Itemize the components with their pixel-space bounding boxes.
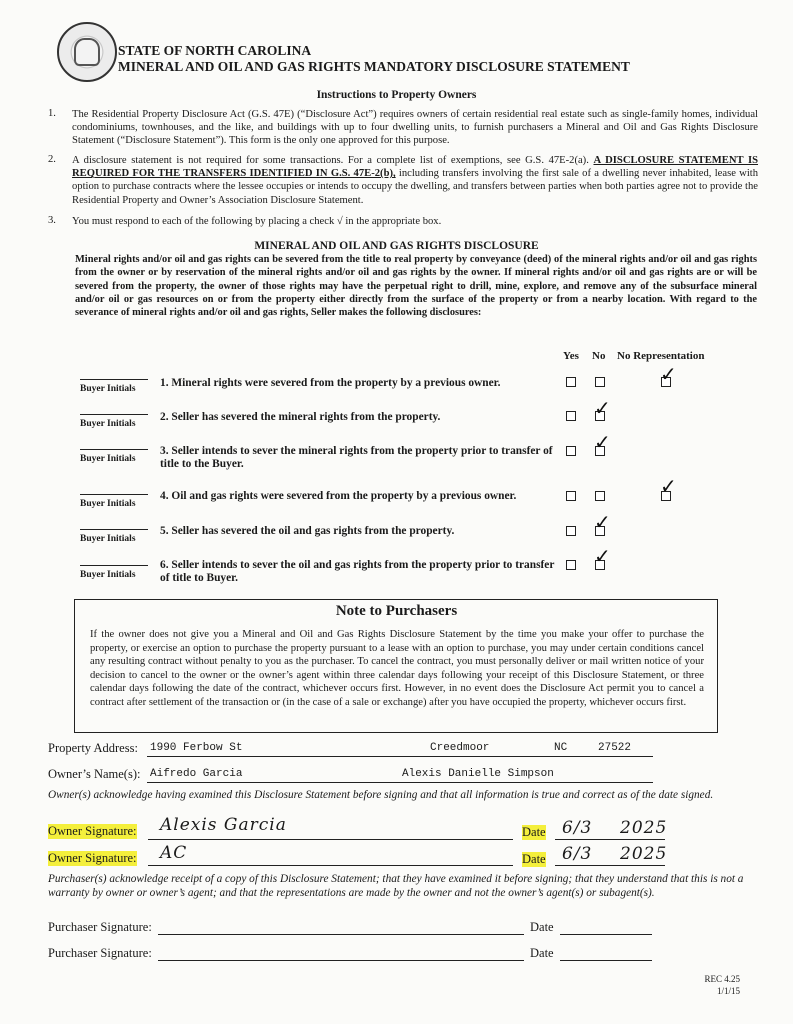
q4-yes-checkbox[interactable] (566, 491, 576, 501)
purchaser-signature-line[interactable] (158, 960, 524, 961)
purchaser-acknowledgment: Purchaser(s) acknowledge receipt of a copy of this Disclosure Statement; that they have examined it before signing; that they understand that this is not a warranty by owner or owner’s agent; and that the representations are made by the owner and not the owner’s agent(s) or subagent(s). (48, 873, 744, 899)
purchaser-signature-label: Purchaser Signature: (48, 920, 152, 934)
property-zip[interactable]: 27522 (598, 742, 632, 754)
instructions-title: Instructions to Property Owners (316, 89, 477, 101)
purchaser-date-label: Date (530, 946, 554, 960)
owner-date-label: Date (522, 852, 546, 866)
header-state: STATE OF NORTH CAROLINA (118, 43, 312, 58)
form-date: 1/1/15 (716, 986, 740, 996)
property-address-label: Property Address: (48, 741, 138, 755)
owner-name-1[interactable]: Aifredo Garcia (150, 768, 243, 780)
owner-date-line (555, 839, 665, 840)
q6-yes-checkbox[interactable] (566, 560, 576, 570)
buyer-initials-label: Buyer Initials (80, 384, 136, 394)
buyer-initials-line[interactable] (80, 494, 148, 495)
question-6: 6. Seller intends to sever the oil and gas rights from the property prior to transfer of title to Buyer. (160, 559, 555, 585)
owner-date-label: Date (522, 825, 546, 839)
column-no: No (592, 350, 606, 362)
question-4: 4. Oil and gas rights were severed from the property by a previous owner. (160, 490, 517, 502)
instruction-number: 1. (48, 108, 56, 119)
purchaser-date-label: Date (530, 920, 554, 934)
q1-no-checkbox[interactable] (595, 377, 605, 387)
instruction-number: 2. (48, 154, 56, 165)
owner-signature-2[interactable]: AC (160, 843, 188, 863)
q4-no-checkbox[interactable] (595, 491, 605, 501)
buyer-initials-line[interactable] (80, 449, 148, 450)
owner-signature-label: Owner Signature: (48, 824, 137, 838)
purchaser-date-line[interactable] (560, 960, 652, 961)
property-address-line (147, 756, 653, 757)
q2-yes-checkbox[interactable] (566, 411, 576, 421)
purchaser-signature-line[interactable] (158, 934, 524, 935)
owner-year-2[interactable]: 2025 (620, 844, 668, 864)
disclosure-title: MINERAL AND OIL AND GAS RIGHTS DISCLOSURE (254, 240, 539, 252)
column-no-representation: No Representation (617, 350, 705, 362)
instruction-2-post: including transfers involving the first sale of a dwelling never inhabited, lease with option to purchase contracts where the lessee occupies or intends to occupy the dwelling, and transfers between parties when both parties agree not to provide the Residential Property and Owner’s Association Disclosure Statement. (72, 168, 759, 206)
owner-date-2[interactable]: 6/3 (562, 844, 593, 864)
checkmark-icon: ✓ (660, 362, 677, 386)
form-number: REC 4.25 (704, 974, 740, 984)
owner-signature-1[interactable]: Alexis Garcia (160, 815, 287, 835)
buyer-initials-label: Buyer Initials (80, 419, 136, 429)
q5-yes-checkbox[interactable] (566, 526, 576, 536)
checkmark-icon: ✓ (594, 430, 611, 454)
owners-name-label: Owner’s Name(s): (48, 767, 141, 781)
buyer-initials-line[interactable] (80, 565, 148, 566)
question-1: 1. Mineral rights were severed from the property by a previous owner. (160, 377, 501, 389)
property-city[interactable]: Creedmoor (430, 742, 490, 754)
owners-name-line (147, 782, 653, 783)
checkmark-icon: ✓ (660, 474, 677, 498)
instruction-number: 3. (48, 215, 56, 226)
state-seal-logo (57, 22, 117, 82)
buyer-initials-line[interactable] (80, 414, 148, 415)
owner-signature-line (148, 865, 513, 866)
purchaser-signature-label: Purchaser Signature: (48, 946, 152, 960)
buyer-initials-line[interactable] (80, 379, 148, 380)
owner-name-2[interactable]: Alexis Danielle Simpson (402, 768, 554, 780)
owner-date-1[interactable]: 6/3 (562, 818, 593, 838)
buyer-initials-label: Buyer Initials (80, 454, 136, 464)
purchaser-date-line[interactable] (560, 934, 652, 935)
q1-yes-checkbox[interactable] (566, 377, 576, 387)
disclosure-body: Mineral rights and/or oil and gas rights can be severed from the title to real property by conveyance (deed) of the mineral rights and/or oil and gas rights from the owner or by reservation of the mineral rights and/or oil and gas rights by the owner. If mineral rights and/or oil and gas rights are or will be severed from the property, the owner of those rights may have the perpetual right to drill, mine, explore, and remove any of the subsurface mineral and/or oil or gas resources on or from the property either directly from the surface of the property or from a nearby location. With regard to the severance of mineral rights and/or oil and gas rights, Seller makes the following disclosures: (75, 254, 757, 319)
question-2: 2. Seller has severed the mineral rights from the property. (160, 411, 441, 423)
instruction-2 (72, 154, 758, 207)
checkmark-icon: ✓ (594, 544, 611, 568)
owner-date-line (555, 865, 665, 866)
question-5: 5. Seller has severed the oil and gas rights from the property. (160, 525, 455, 537)
form-title: MINERAL AND OIL AND GAS RIGHTS MANDATORY DISCLOSURE STATEMENT (118, 59, 630, 74)
owner-year-1[interactable]: 2025 (620, 818, 668, 838)
checkmark-icon: ✓ (594, 396, 611, 420)
buyer-initials-label: Buyer Initials (80, 499, 136, 509)
q3-yes-checkbox[interactable] (566, 446, 576, 456)
instruction-2-emphasis: A DISCLOSURE STATEMENT IS REQUIRED FOR THE TRANSFERS IDENTIFIED IN G.S. 47E-2(b), (72, 155, 759, 180)
property-state[interactable]: NC (554, 742, 568, 754)
instruction-3: You must respond to each of the following by placing a check √ in the appropriate box. (72, 216, 442, 227)
owner-signature-label: Owner Signature: (48, 851, 137, 865)
question-3: 3. Seller intends to sever the mineral rights from the property prior to transfer of title to the Buyer. (160, 445, 553, 471)
property-street[interactable]: 1990 Ferbow St (150, 742, 243, 754)
buyer-initials-line[interactable] (80, 529, 148, 530)
owner-signature-line (148, 839, 513, 840)
instruction-2-pre: A disclosure statement is not required for some transactions. For a complete list of exemptions, see G.S. 47E-2(a). (72, 155, 589, 166)
owner-acknowledgment: Owner(s) acknowledge having examined this Disclosure Statement before signing and that all information is true and correct as of the date signed. (48, 789, 714, 801)
note-body: If the owner does not give you a Mineral and Oil and Gas Rights Disclosure Statement by the time you make your offer to purchase the property, or exercise an option to purchase the property pursuant to a lease with an option to purchase, you may under certain conditions cancel any resulting contract without penalty to you as the purchaser. To cancel the contract, you must personally deliver or mail written notice of your decision to cancel to the owner or the owner’s agent within three calendar days following your receipt of this Disclosure Statement, or three calendar days following the date of the contract, whichever occurs first. However, in no event does the Disclosure Act permit you to cancel a contract after settlement of the transaction or (in the case of a sale or exchange) after you have occupied the property, whichever occurs first. (90, 629, 704, 708)
buyer-initials-label: Buyer Initials (80, 570, 136, 580)
checkmark-icon: ✓ (594, 510, 611, 534)
buyer-initials-label: Buyer Initials (80, 534, 136, 544)
note-title: Note to Purchasers (335, 603, 458, 619)
column-yes: Yes (563, 350, 579, 362)
instruction-1: The Residential Property Disclosure Act (G.S. 47E) (“Disclosure Act”) requires owners of certain residential real estate such as single-family homes, individual condominiums, townhouses, and the like, and buildings with up to four dwelling units, to furnish purchasers a Mineral and Oil and Gas Rights Disclosure Statement (“Disclosure Statement”). This form is the only one approved for this purpose. (72, 109, 758, 147)
